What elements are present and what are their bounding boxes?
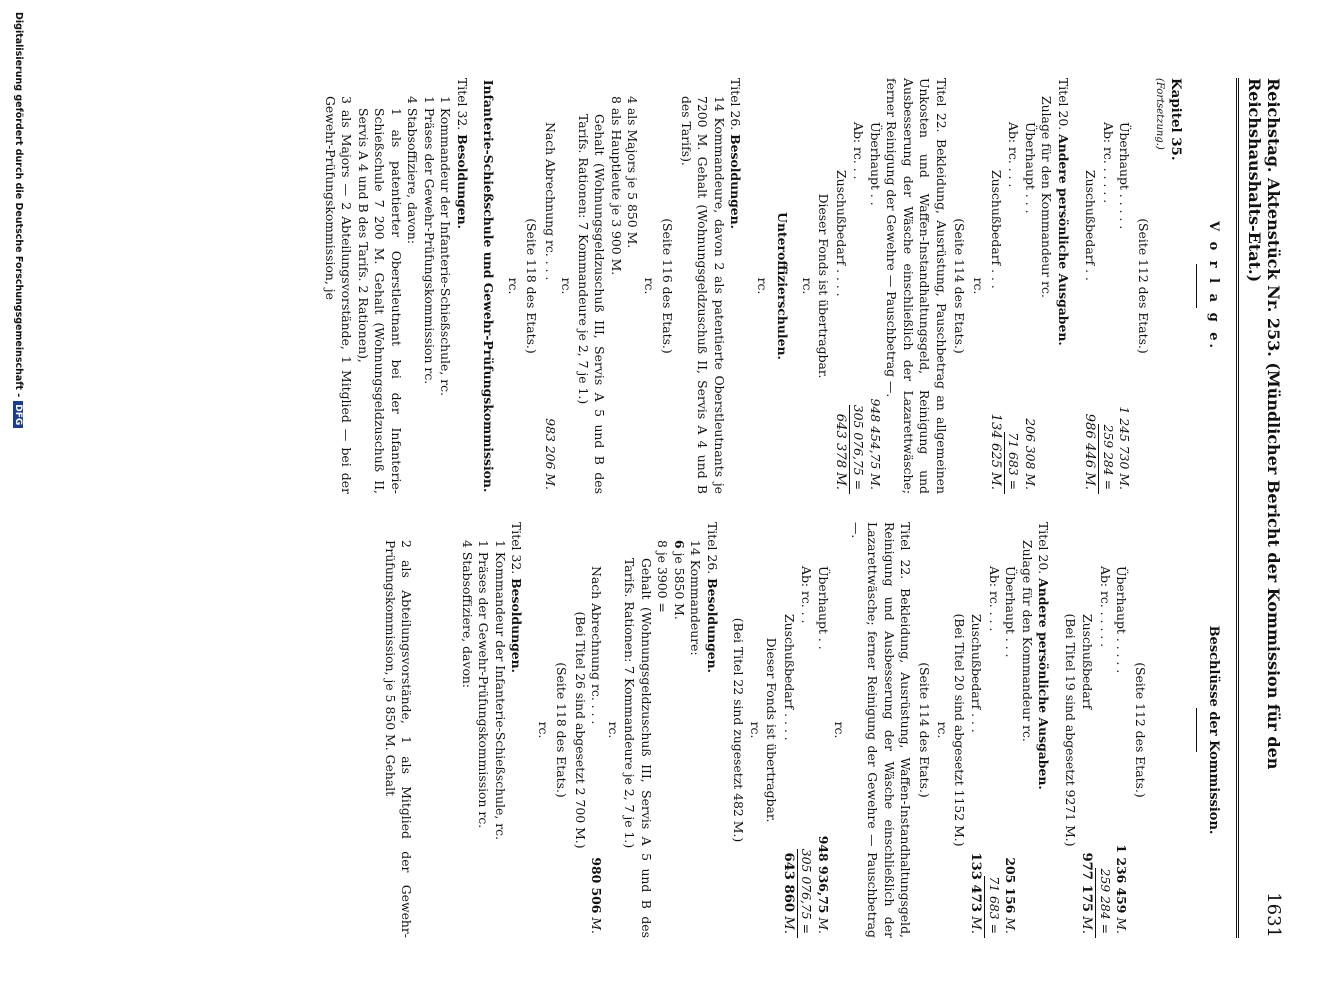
change-note: (Bei Titel 19 sind abgesetzt 9271 M.) xyxy=(1062,613,1078,847)
amount-label: Nach Abrechnung rc. . . . xyxy=(542,122,558,281)
titel-number: Titel 20. xyxy=(1055,78,1071,131)
amount-value: 305 076,75 = xyxy=(849,405,867,494)
titel-heading: Besoldungen. xyxy=(509,578,525,673)
etat-reference: (Seite 112 des Etats.) xyxy=(1132,662,1148,798)
titel-number: Titel 26. xyxy=(728,78,744,131)
two-column-body xyxy=(321,78,1222,938)
titel-22 xyxy=(847,522,913,938)
titel-32 xyxy=(508,522,525,938)
amount-value: 133 473 xyxy=(968,852,984,913)
titel-32 xyxy=(453,78,470,494)
titel-text: 4 Stabsoffiziere, davon: xyxy=(459,540,475,689)
amount-row xyxy=(1004,78,1022,494)
titel-heading: Andere persönliche Ausgaben. xyxy=(1036,578,1052,790)
amount-unit: M. xyxy=(1114,917,1130,934)
amount-value: 206 308 M. xyxy=(1022,418,1038,490)
etat-reference: (Seite 118 des Etats.) xyxy=(554,662,570,798)
titel-number: Titel 20. xyxy=(1036,522,1052,575)
fonds-note: Dieser Fonds ist übertragbar. xyxy=(816,193,832,379)
amount-value: 259 284 = xyxy=(1095,868,1113,938)
amount-value: 980 506 xyxy=(589,857,605,914)
amount-label: Zuschußbedarf xyxy=(1080,614,1096,710)
spacer xyxy=(1150,522,1184,938)
titel-heading: Besoldungen. xyxy=(704,578,720,673)
titel-26 xyxy=(703,522,720,938)
amount-row-total xyxy=(1078,522,1096,938)
amount-value: 977 175 xyxy=(1079,852,1095,913)
amount-row xyxy=(849,78,867,494)
titel-heading: Besoldungen. xyxy=(728,134,744,229)
amount-value: 205 156 xyxy=(1003,857,1019,914)
titel-text: 1 als patentierter Oberstleutnant bei der Infanterie-Schießschule 7 200 M. Gehalt (Wohnungsgeldzuschuß II, Servis A 4 und B des Tarifs. 2 Rationen), xyxy=(355,108,404,494)
amount-unit: M. xyxy=(1003,917,1019,934)
amount-unit: M. xyxy=(968,916,984,934)
heading-rule xyxy=(1196,708,1197,752)
amount-label: Ab: rc. . . . . . xyxy=(1097,566,1113,648)
kapitel-title: Kapitel 35. xyxy=(1167,78,1184,161)
amount-row-total xyxy=(986,78,1004,494)
column-heading: V o r l a g e. xyxy=(1206,220,1221,351)
amount-value: 134 625 M. xyxy=(987,413,1003,490)
fortsetzung-note: (Fortsetzung.) xyxy=(1153,78,1165,150)
amount-value: 1 236 459 xyxy=(1114,844,1130,914)
etc-marker: rc. xyxy=(832,721,848,739)
section-heading: Unteroffizierschulen. xyxy=(775,212,791,360)
changed-count: 6 xyxy=(671,540,687,549)
amount-label: Ab: rc. . . xyxy=(851,122,867,180)
titel-text: Bekleidung, Ausrüstung, Pauschbetrag an allgemeinen Unkosten und Waffen-Instandhaltungsgeld, Reinigung und Ausbesserung der Wäsche einschließlich der Lazarettwäsche; ferner Reinigung der Gewehre — Pauschbetrag —. xyxy=(884,78,949,494)
column-heading: Beschlüsse der Kommission. xyxy=(1206,625,1221,835)
titel-number: Titel 32. xyxy=(509,522,525,575)
change-note: (Bei Titel 20 sind abgesetzt 1152 M.) xyxy=(951,613,967,847)
etc-marker: rc. xyxy=(754,277,770,295)
titel-text: 1 Präses der Gewehr-Prüfungskommission rc. xyxy=(476,540,492,829)
titel-text: 8 als Hauptleute je 3 900 M. xyxy=(608,96,624,276)
amount-value: 71 683 = xyxy=(1004,432,1022,494)
titel-text: Gehalt (Wohnungsgeldzuschuß III, Servis A 5 und B des Tarifs. Rationen: 7 Kommandeure je 2, 7 je 1.) xyxy=(575,114,608,494)
amount-label: Zuschußbedarf . . . . xyxy=(781,614,797,741)
amount-label: Überhaupt . . . xyxy=(1022,122,1038,214)
titel-text: Bekleidung, Ausrüstung, Waffen-Instandhaltungsgeld, Reinigung und Ausbesserung der Wäsche einschließlich der Lazarettwäsche; ferner Reinigung der Gewehre — Pauschbetrag —. xyxy=(848,522,914,938)
section-heading: Infanterie-Schießschule und Gewehr-Prüfungskommission. xyxy=(481,79,497,493)
etc-marker: rc. xyxy=(505,277,521,295)
amount-unit: M. xyxy=(1079,916,1095,934)
amount-label: Überhaupt . . . xyxy=(1003,566,1019,658)
column-vorlage xyxy=(321,78,1222,494)
amount-row xyxy=(1095,522,1113,938)
digitization-credit xyxy=(13,12,24,428)
etat-reference: (Seite 116 des Etats.) xyxy=(660,218,676,354)
amount-value: 1 245 730 M. xyxy=(1117,406,1133,490)
amount-label: Überhaupt . . . . . xyxy=(1117,122,1133,230)
header-title: Reichstag. Aktenstück Nr. 253. (Mündlicher Bericht der Kommission für den Reichshaushalts-Etat.) xyxy=(1245,78,1283,770)
page-content xyxy=(321,78,1284,938)
amount-row xyxy=(1113,522,1130,938)
etc-marker: rc. xyxy=(747,721,763,739)
etc-marker: rc. xyxy=(641,277,657,295)
titel-text: 14 Kommandeure, davon 2 als patentierte Oberstleutnants je 7200 M. Gehalt (Wohnungsgeldzuschuß II, Servis A 4 und B des Tarifs). xyxy=(678,96,727,494)
amount-label: Überhaupt . . . . . xyxy=(1114,566,1130,674)
titel-number: Titel 32. xyxy=(454,78,470,131)
titel-number: Titel 22. xyxy=(934,78,949,133)
titel-text: Zulage für den Kommandeur rc. xyxy=(1019,540,1035,742)
amount-value: 986 446 M. xyxy=(1082,413,1098,490)
amount-label: Zuschußbedarf . . xyxy=(1083,170,1099,281)
change-note: (Bei Titel 26 sind abgesetzt 2 700 M.) xyxy=(572,611,588,849)
titel-text: 1 Kommandeur der Infanterie-Schießschule, rc. xyxy=(438,96,454,397)
running-header xyxy=(1236,78,1284,938)
amount-row-total xyxy=(541,78,558,494)
amount-value: 983 206 M. xyxy=(542,418,558,490)
amount-value: 71 683 = xyxy=(984,876,1002,938)
amount-value: 259 284 = xyxy=(1098,424,1116,494)
amount-unit: M. xyxy=(815,917,831,934)
titel-text: 14 Kommandeure: xyxy=(688,540,704,656)
etat-reference: (Seite 112 des Etats.) xyxy=(1135,218,1151,354)
etc-marker: rc. xyxy=(935,721,951,739)
fonds-note: Dieser Fonds ist übertragbar. xyxy=(764,637,780,823)
heading-rule xyxy=(1196,264,1197,308)
amount-row-total xyxy=(831,78,849,494)
amount-row xyxy=(797,522,815,938)
amount-row xyxy=(1098,78,1116,494)
titel-text: Zulage für den Kommandeur rc. xyxy=(1039,96,1055,298)
amount-label: Ab: rc. . . xyxy=(799,566,815,624)
amount-value: 643 860 xyxy=(780,852,796,913)
titel-text: Gehalt (Wohnungsgeldzuschuß III, Servis A 5 und B des Tarifs. Rationen: 7 Kommandeure je 2, 7 je 1.) xyxy=(622,558,654,938)
amount-label: Ab: rc. . . . . . xyxy=(1100,122,1116,204)
amount-row xyxy=(814,522,831,938)
amount-label: Überhaupt . . xyxy=(815,566,831,650)
amount-row-total xyxy=(779,522,797,938)
amount-value: 643 378 M. xyxy=(833,413,848,490)
amount-label: Zuschußbedarf . . . . xyxy=(834,170,849,297)
titel-text: 2 als Abteilungsvorstände, 1 als Mitglied der Gewehr-Prüfungskommission, je 5 850 M. Gehalt xyxy=(382,540,415,938)
credit-text: Digitalisierung gefördert durch die Deutsche Forschungsgemeinschaft - xyxy=(13,12,24,398)
titel-22 xyxy=(883,78,949,494)
titel-text: 1 Kommandeur der Infanterie-Schießschule, rc. xyxy=(492,540,508,841)
etc-marker: rc. xyxy=(605,721,621,739)
amount-label: Zuschußbedarf . . . xyxy=(969,614,985,733)
titel-text: 1 Präses der Gewehr-Prüfungskommission rc. xyxy=(421,96,437,385)
amount-label: Zuschußbedarf . . . xyxy=(988,170,1004,289)
titel-text: 4 als Majors je 5 850 M. xyxy=(625,96,641,249)
etat-reference: (Seite 114 des Etats.) xyxy=(916,662,932,798)
amount-row xyxy=(1116,78,1133,494)
amount-row-total xyxy=(588,522,605,938)
titel-heading: Besoldungen. xyxy=(454,134,470,229)
titel-26 xyxy=(727,78,744,494)
amount-value: 948 936,75 xyxy=(815,835,831,914)
amount-row-total xyxy=(1081,78,1099,494)
amount-row xyxy=(984,522,1002,938)
titel-20 xyxy=(1035,522,1052,938)
amount-value: 305 076,75 = xyxy=(797,849,815,938)
change-note: (Bei Titel 22 sind zugesetzt 482 M.) xyxy=(731,617,747,843)
amount-label: Ab: rc. . . . xyxy=(1006,122,1022,188)
titel-text: 3 als Majors — 2 Abteilungsvorstände, 1 Mitglied — bei der Gewehr-Prüfungskommission, je xyxy=(322,96,355,494)
amount-row xyxy=(1021,78,1038,494)
dfg-logo: DFG xyxy=(13,401,23,428)
titel-20 xyxy=(1054,78,1071,494)
spacer xyxy=(414,522,458,938)
titel-text: 4 Stabsoffiziere, davon: xyxy=(405,96,421,245)
amount-unit: M. xyxy=(780,916,796,934)
amount-row-total xyxy=(967,522,985,938)
amount-row xyxy=(1002,522,1019,938)
amount-value: 948 454,75 M. xyxy=(868,398,883,490)
etc-marker: rc. xyxy=(535,721,551,739)
titel-text xyxy=(670,522,687,938)
amount-row xyxy=(867,78,884,494)
titel-text: 8 je 3900 = xyxy=(655,540,671,613)
amount-label: Überhaupt . . xyxy=(868,122,883,206)
titel-number: Titel 26. xyxy=(704,522,720,575)
page-number: 1631 xyxy=(1263,892,1284,938)
titel-number: Titel 22. xyxy=(898,522,914,580)
etat-reference: (Seite 114 des Etats.) xyxy=(952,218,968,354)
amount-label: Nach Abrechnung rc. . . . xyxy=(589,566,605,725)
amount-label: Ab: rc. . . . xyxy=(986,566,1002,632)
titel-text-part: je 5850 M. xyxy=(671,552,687,620)
amount-unit: M. xyxy=(589,917,605,934)
column-beschluesse xyxy=(321,522,1222,938)
etc-marker: rc. xyxy=(799,277,815,295)
etc-marker: rc. xyxy=(971,277,986,295)
etc-marker: rc. xyxy=(559,277,575,295)
etat-reference: (Seite 118 des Etats.) xyxy=(524,218,540,354)
titel-heading: Andere persönliche Ausgaben. xyxy=(1055,134,1071,346)
